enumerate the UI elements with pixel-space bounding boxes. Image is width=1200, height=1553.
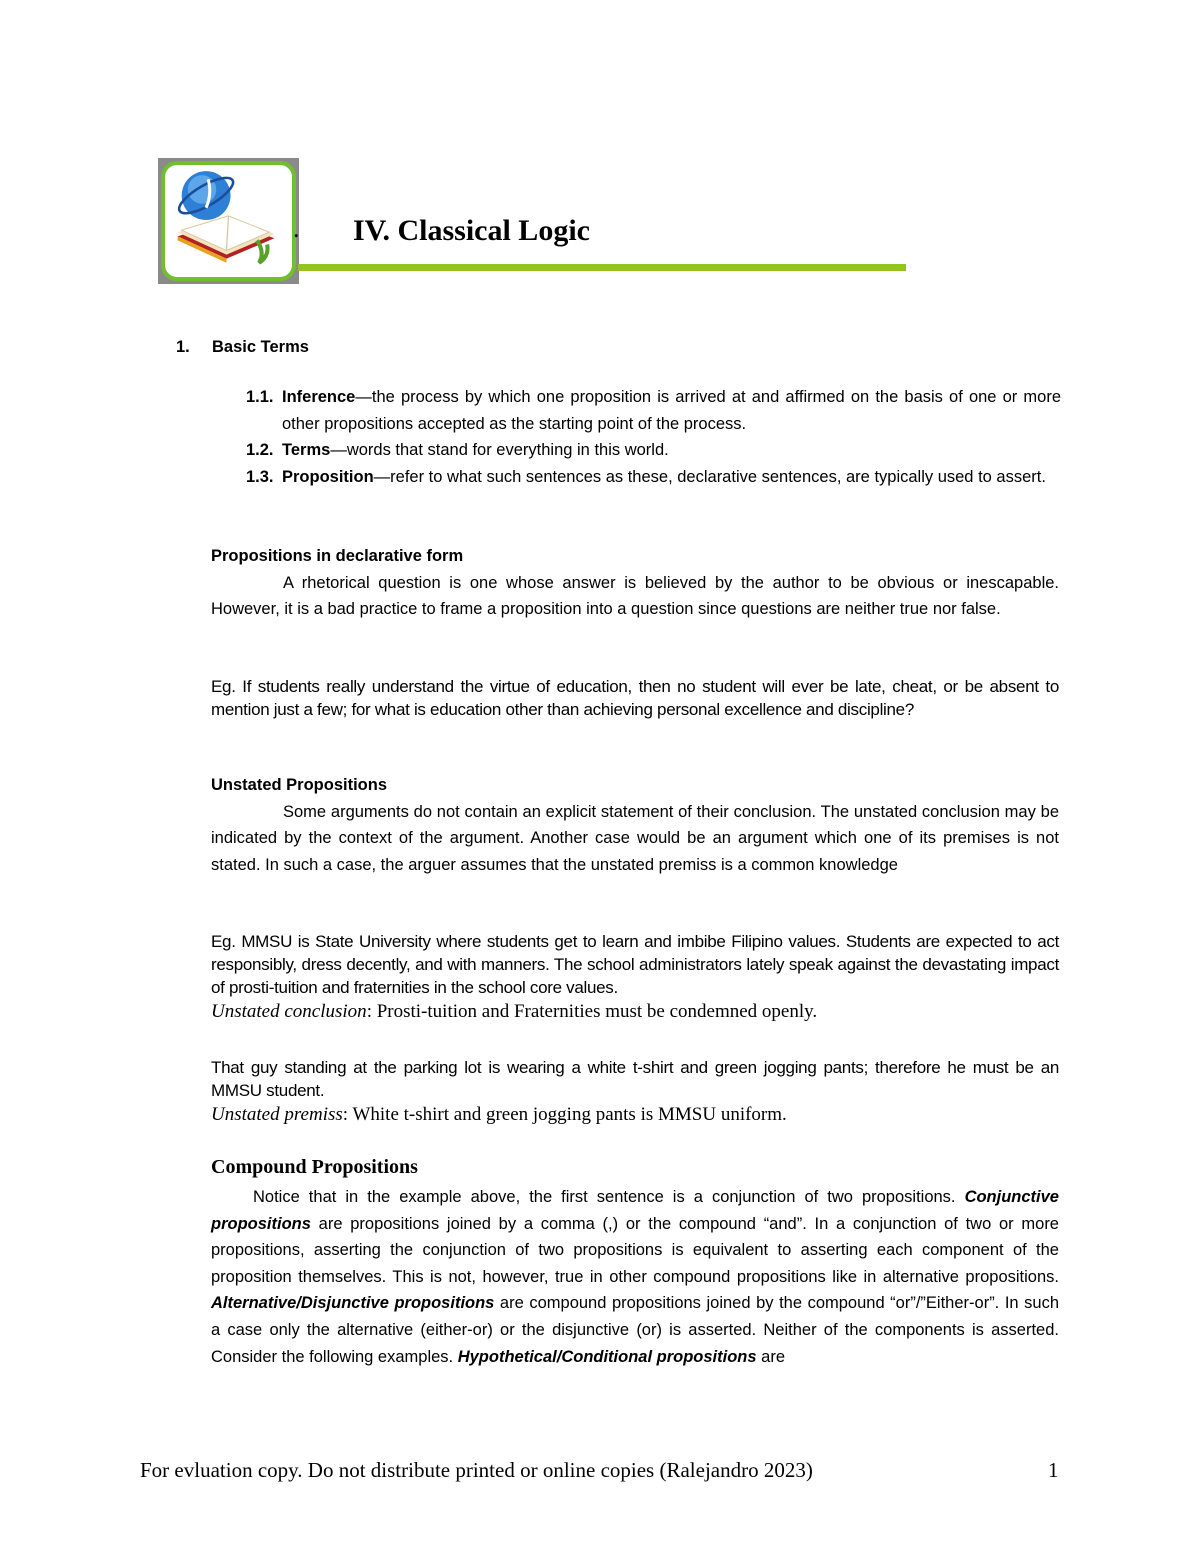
term-number: 1.3. xyxy=(246,467,274,486)
term-definition: —the process by which one proposition is arrived at and affirmed on the basis of one or more other propositions accepted as the starting point of the process. xyxy=(282,388,1061,433)
unstated-conclusion-line xyxy=(211,999,1059,1025)
term-name: Inference xyxy=(282,388,356,406)
chapter-marker: . xyxy=(293,214,300,243)
unstated-example-2 xyxy=(211,1056,1059,1128)
page-number: 1 xyxy=(1048,1458,1059,1482)
term-item xyxy=(246,437,1061,464)
compound-text-4: are xyxy=(756,1347,785,1366)
section-title: Basic Terms xyxy=(212,338,309,356)
footer-note: For evluation copy. Do not distribute printed or online copies (Ralejandro 2023) xyxy=(140,1458,813,1482)
term-item xyxy=(246,384,1061,437)
unstated-conclusion-text: : Prosti-tuition and Fraternities must be condemned openly. xyxy=(366,1001,818,1022)
unstated-conclusion-label: Unstated conclusion xyxy=(211,1001,367,1022)
title-rule xyxy=(298,264,906,271)
term-item xyxy=(246,464,1061,491)
hypothetical-term: Hypothetical/Conditional propositions xyxy=(457,1347,757,1366)
declarative-heading: Propositions in declarative form xyxy=(211,547,464,565)
declarative-section xyxy=(211,543,1059,623)
unstated-premiss-label: Unstated premiss xyxy=(211,1104,343,1125)
declarative-example: Eg. If students really understand the virtue of education, then no student will ever be late, cheat, or be absent to mention just a few; for what is education other than achieving personal excellence and discipline? xyxy=(211,677,1059,719)
example-1-text: Eg. MMSU is State University where students get to learn and imbibe Filipino values. Students are expected to act responsibly, dress decently, and with manners. The school administrators lately speak against the devastating impact of prosti-tuition and fraternities in the school core values. xyxy=(211,932,1059,997)
disjunctive-term: Alternative/Disjunctive propositions xyxy=(211,1294,495,1313)
compound-intro: Notice that in the example above, the first sentence is a conjunction of two propositions. xyxy=(253,1188,956,1206)
compound-heading: Compound Propositions xyxy=(211,1156,418,1178)
chapter-logo xyxy=(158,158,299,284)
unstated-example-1 xyxy=(211,930,1059,1025)
term-definition: —refer to what such sentences as these, declarative sentences, are typically used to assert. xyxy=(373,467,1046,486)
compound-text-2: are propositions joined by a comma (,) or the compound “and”. In a conjunction of two or more propositions, asserting the conjunction of two propositions is equivalent to asserting each component of the proposition themselves. This is not, however, true in other compound propositions like in alternative propositions. xyxy=(211,1214,1059,1286)
unstated-heading: Unstated Propositions xyxy=(211,776,388,794)
section-number: 1. xyxy=(176,338,190,356)
unstated-paragraph: Some arguments do not contain an explicit statement of their conclusion. The unstated conclusion may be indicated by the context of the argument. Another case would be an argument which one of its premises is not stated. In such a case, the arguer assumes that the unstated premiss is a common knowledge xyxy=(211,802,1059,874)
unstated-premiss-line xyxy=(211,1102,1059,1128)
chapter-title: IV. Classical Logic xyxy=(353,214,590,247)
term-number: 1.1. xyxy=(246,388,274,406)
term-name: Terms xyxy=(282,441,331,459)
compound-paragraph xyxy=(211,1184,1059,1370)
term-name: Proposition xyxy=(282,467,374,486)
declarative-paragraph: A rhetorical question is one whose answer is believed by the author to be obvious or inescapable. However, it is a bad practice to frame a proposition into a question since questions are neither true nor false. xyxy=(211,573,1059,618)
conjunctive-term: Conjunctive propositions xyxy=(211,1188,1059,1233)
compound-text-3: are compound propositions joined by the compound “or”/”Either-or”. In such a case only the alternative (either-or) or the disjunctive (or) is asserted. Neither of the components is asserted. Consider the following examples. xyxy=(211,1294,1060,1366)
term-number: 1.2. xyxy=(246,441,274,459)
terms-list xyxy=(246,384,1061,490)
unstated-premiss-text: : White t-shirt and green jogging pants is MMSU uniform. xyxy=(342,1104,787,1125)
section-heading xyxy=(176,334,309,361)
example-2-text: That guy standing at the parking lot is wearing a white t-shirt and green jogging pants; therefore he must be an MMSU student. xyxy=(211,1058,1059,1100)
term-definition: —words that stand for everything in this world. xyxy=(330,441,669,459)
unstated-section xyxy=(211,772,1059,878)
globe-book-icon xyxy=(165,165,292,277)
